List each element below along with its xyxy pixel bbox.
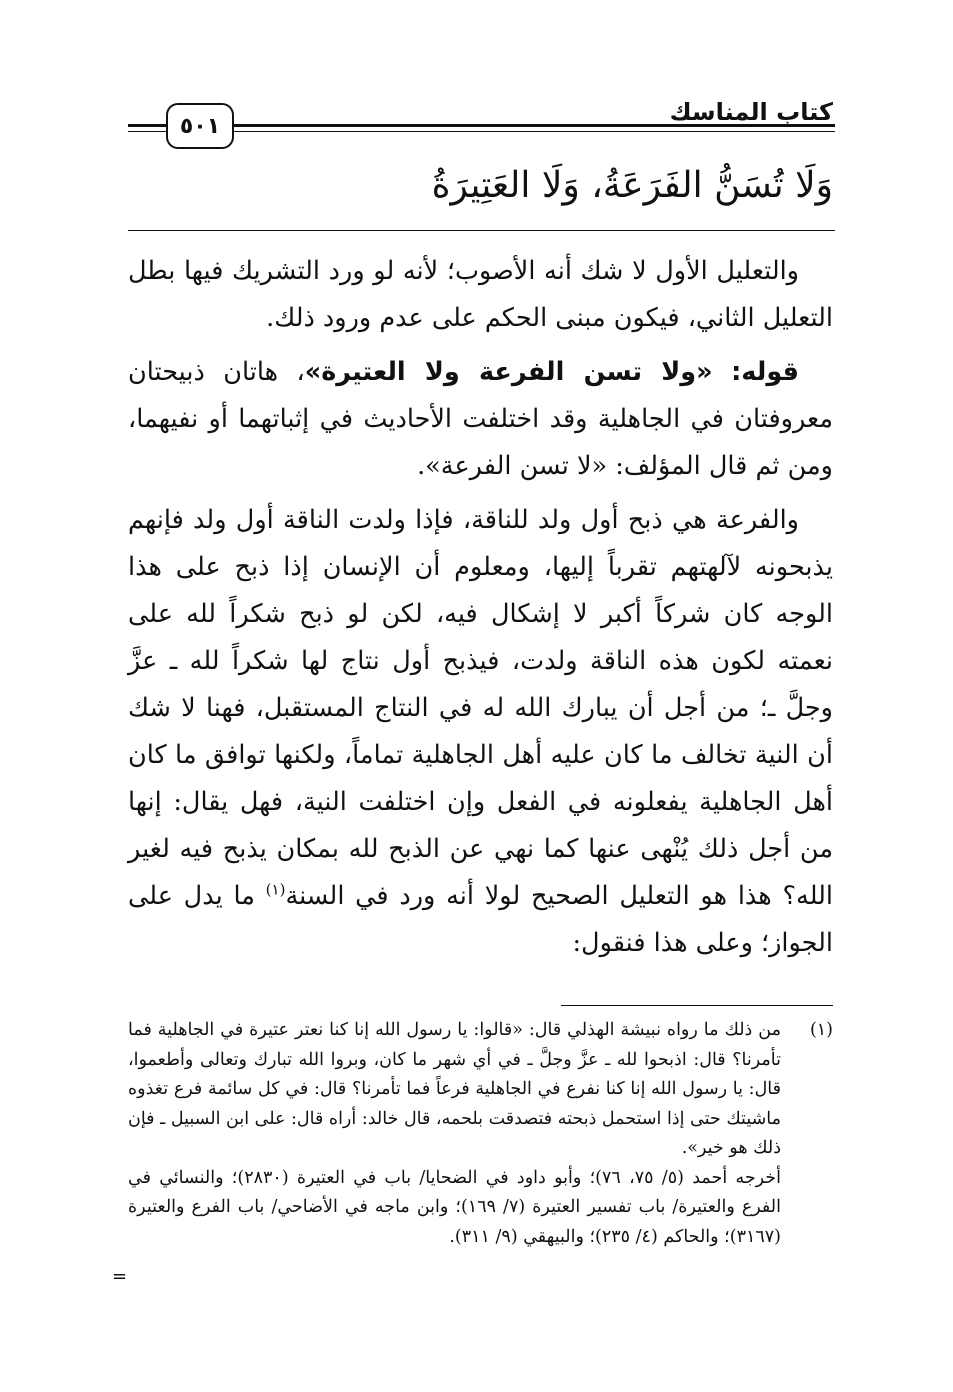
footnote-hadith-text: من ذلك ما رواه نبيشة الهذلي قال: «قالوا: يا رسول الله إنا كنا نعتر عتيرة في الجاهلية فما تأمرنا؟ قال: اذبحوا لله ـ عزَّ وجلَّ ـ في أي شهر ما كان، وبروا الله تبارك وتعالى وأطعموا، قال: يا رسول الله إنا كنا نفرع في الجاهلية فرعاً فما تأمرنا؟ قال: في كل سائمة فرع تغذوه ماشيتك حتى إذا استحمل ذبحته فتصدقت بلحمه، قال خالد: أراه قال: على ابن السبيل ـ فإن ذلك هو خير». (128, 1020, 781, 1158)
paragraph-3-text: والفرعة هي ذبح أول ولد للناقة، فإذا ولدت الناقة أول ولد فإنهم يذبحونه لآلهتهم تقرباً إليها، ومعلوم أن الإنسان إذا ذبح على هذا الوجه كان شركاً أكبر لا إشكال فيه، لكن لو ذبح شكراً لله على نعمته لكون هذه الناقة ولدت، فيذبح أول نتاج لها شكراً لله ـ عزَّ وجلَّ ـ؛ من أجل أن يبارك الله له في النتاج المستقبل، فهنا لا شك أن النية تخالف ما كان عليه أهل الجاهلية تماماً، ولكنها توافق ما كان أهل الجاهلية يفعلونه في الفعل وإن اختلفت النية، فهل يقال: إنها من أجل ذلك يُنْهى عنها كما نهي عن الذبح لله بمكان يذبح فيه لغير الله؟ هذا هو التعليل الصحيح لولا أنه ورد في السنة (128, 505, 833, 911)
footnote-rule (561, 1005, 833, 1006)
heading-rule (128, 230, 835, 231)
header-rule-thick (128, 124, 835, 127)
paragraph-2 (128, 349, 833, 490)
running-header-title: كتاب المناسك (669, 98, 833, 126)
footnote-reference: (١) (265, 880, 286, 899)
paragraph-3-tail: ما يدل على الجواز؛ وعلى هذا فنقول: (128, 881, 833, 958)
header-rule-thin (128, 131, 835, 132)
page-number-box (166, 103, 234, 149)
page-number: ٥٠١ (179, 113, 221, 139)
footnote-1 (128, 1016, 833, 1252)
continuation-mark: = (112, 1266, 128, 1287)
chapter-heading: وَلَا تُسَنُّ الفَرَعَةُ، وَلَا العَتِيرَةُ (431, 165, 833, 206)
main-text (128, 248, 833, 967)
paragraph-2-text: ، هاتان ذبيحتان معروفتان في الجاهلية وقد اختلفت الأحاديث في إثباتهما أو نفيهما، ومن ثم قال المؤلف: «لا تسن الفرعة». (128, 357, 833, 481)
qawluh-label: قوله: (731, 357, 799, 387)
paragraph-1: والتعليل الأول لا شك أنه الأصوب؛ لأنه لو ورد التشريك فيها بطل التعليل الثاني، فيكون مبنى الحكم على عدم ورود ذلك. (128, 256, 833, 333)
footnotes (128, 1016, 833, 1252)
footnote-takhrij-text: أخرجه أحمد (٥/ ٧٥، ٧٦)؛ وأبو داود في الضحايا/ باب في العتيرة (٢٨٣٠)؛ والنسائي في الفرع والعتيرة/ باب تفسير العتيرة (٧/ ١٦٩)؛ وابن ماجه في الأضاحي/ باب الفرع والعتيرة (٣١٦٧)؛ والحاكم (٤/ ٢٣٥)؛ والبيهقي (٩/ ٣١١). (128, 1167, 781, 1247)
paragraph-3 (128, 497, 833, 967)
footnote-body (128, 1016, 781, 1252)
footnote-number: (١) (809, 1020, 833, 1040)
header-rule (128, 124, 835, 136)
quoted-matn: «ولا تسن الفرعة ولا العتيرة» (304, 357, 713, 387)
